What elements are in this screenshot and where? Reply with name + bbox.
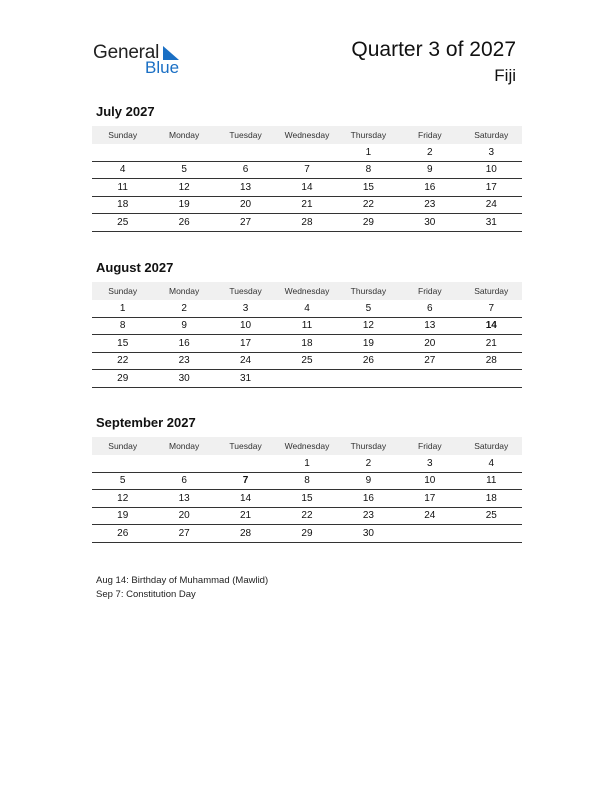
day-cell: 12 [338, 317, 399, 335]
empty-day-cell [153, 455, 214, 472]
day-cell: 25 [461, 507, 522, 525]
weekday-label: Monday [153, 437, 214, 455]
weekday-header-row [92, 126, 522, 144]
holiday-note: Aug 14: Birthday of Muhammad (Mawlid) [96, 575, 269, 586]
day-cell: 12 [92, 490, 153, 508]
day-cell: 18 [92, 196, 153, 214]
weekday-label: Saturday [461, 126, 522, 144]
day-cell: 1 [92, 300, 153, 317]
day-cell: 16 [338, 490, 399, 508]
week-row [92, 455, 522, 472]
calendar-table [92, 126, 522, 232]
day-cell: 30 [399, 214, 460, 232]
day-cell: 10 [461, 161, 522, 179]
logo-text-general: General [93, 42, 160, 63]
weekday-label: Sunday [92, 126, 153, 144]
day-cell: 3 [461, 144, 522, 161]
page-title: Quarter 3 of 2027 [351, 38, 516, 61]
holiday-notes [96, 574, 268, 602]
logo [93, 40, 193, 80]
day-cell: 14 [276, 179, 337, 197]
logo-text-blue: Blue [145, 58, 180, 77]
weekday-label: Friday [399, 126, 460, 144]
month-title: September 2027 [96, 415, 196, 430]
day-cell: 18 [276, 335, 337, 353]
week-row [92, 144, 522, 161]
weekday-header-row [92, 282, 522, 300]
week-row [92, 352, 522, 370]
calendar-table [92, 282, 522, 388]
weekday-label: Tuesday [215, 437, 276, 455]
weekday-label: Friday [399, 282, 460, 300]
week-row [92, 179, 522, 197]
weekday-label: Sunday [92, 282, 153, 300]
day-cell: 1 [338, 144, 399, 161]
empty-day-cell [399, 370, 460, 388]
weekday-label: Friday [399, 437, 460, 455]
day-cell: 28 [461, 352, 522, 370]
day-cell: 23 [338, 507, 399, 525]
day-cell: 11 [461, 472, 522, 490]
weekday-label: Thursday [338, 437, 399, 455]
day-cell: 20 [153, 507, 214, 525]
day-cell: 3 [399, 455, 460, 472]
week-row [92, 214, 522, 232]
month-title: July 2027 [96, 104, 155, 119]
day-cell: 19 [153, 196, 214, 214]
day-cell: 26 [92, 525, 153, 543]
day-cell: 29 [276, 525, 337, 543]
holiday-day-cell: 7 [215, 472, 276, 490]
day-cell: 21 [461, 335, 522, 353]
day-cell: 13 [215, 179, 276, 197]
week-row [92, 300, 522, 317]
empty-day-cell [153, 144, 214, 161]
month-calendar-august [92, 260, 522, 388]
weekday-label: Wednesday [276, 437, 337, 455]
calendar-table [92, 437, 522, 543]
day-cell: 22 [276, 507, 337, 525]
day-cell: 15 [92, 335, 153, 353]
day-cell: 8 [338, 161, 399, 179]
holiday-note: Sep 7: Constitution Day [96, 589, 196, 600]
day-cell: 10 [399, 472, 460, 490]
day-cell: 3 [215, 300, 276, 317]
weekday-label: Thursday [338, 282, 399, 300]
week-row [92, 161, 522, 179]
empty-day-cell [215, 455, 276, 472]
day-cell: 23 [399, 196, 460, 214]
day-cell: 4 [92, 161, 153, 179]
day-cell: 29 [338, 214, 399, 232]
day-cell: 15 [276, 490, 337, 508]
day-cell: 22 [338, 196, 399, 214]
day-cell: 26 [338, 352, 399, 370]
day-cell: 24 [461, 196, 522, 214]
day-cell: 4 [276, 300, 337, 317]
day-cell: 9 [399, 161, 460, 179]
day-cell: 23 [153, 352, 214, 370]
weekday-label: Sunday [92, 437, 153, 455]
day-cell: 25 [276, 352, 337, 370]
week-row [92, 335, 522, 353]
day-cell: 28 [276, 214, 337, 232]
day-cell: 24 [215, 352, 276, 370]
day-cell: 21 [215, 507, 276, 525]
weekday-label: Monday [153, 126, 214, 144]
week-row [92, 472, 522, 490]
week-row [92, 370, 522, 388]
day-cell: 31 [461, 214, 522, 232]
empty-day-cell [215, 144, 276, 161]
day-cell: 13 [153, 490, 214, 508]
month-calendar-september [92, 415, 522, 543]
day-cell: 6 [215, 161, 276, 179]
day-cell: 7 [461, 300, 522, 317]
day-cell: 2 [399, 144, 460, 161]
day-cell: 2 [338, 455, 399, 472]
weekday-label: Tuesday [215, 282, 276, 300]
day-cell: 20 [215, 196, 276, 214]
week-row [92, 317, 522, 335]
day-cell: 5 [92, 472, 153, 490]
day-cell: 8 [92, 317, 153, 335]
day-cell: 11 [92, 179, 153, 197]
day-cell: 27 [399, 352, 460, 370]
day-cell: 16 [153, 335, 214, 353]
day-cell: 17 [399, 490, 460, 508]
weekday-label: Saturday [461, 437, 522, 455]
day-cell: 31 [215, 370, 276, 388]
day-cell: 11 [276, 317, 337, 335]
day-cell: 1 [276, 455, 337, 472]
weekday-label: Wednesday [276, 126, 337, 144]
weekday-header-row [92, 437, 522, 455]
day-cell: 30 [338, 525, 399, 543]
empty-day-cell [92, 455, 153, 472]
weekday-label: Saturday [461, 282, 522, 300]
week-row [92, 196, 522, 214]
day-cell: 12 [153, 179, 214, 197]
week-row [92, 490, 522, 508]
country-name: Fiji [494, 66, 516, 85]
day-cell: 28 [215, 525, 276, 543]
day-cell: 17 [461, 179, 522, 197]
empty-day-cell [338, 370, 399, 388]
day-cell: 15 [338, 179, 399, 197]
month-title: August 2027 [96, 260, 174, 275]
day-cell: 16 [399, 179, 460, 197]
day-cell: 19 [338, 335, 399, 353]
week-row [92, 525, 522, 543]
weekday-label: Monday [153, 282, 214, 300]
day-cell: 27 [153, 525, 214, 543]
day-cell: 29 [92, 370, 153, 388]
day-cell: 7 [276, 161, 337, 179]
week-row [92, 507, 522, 525]
day-cell: 17 [215, 335, 276, 353]
day-cell: 20 [399, 335, 460, 353]
weekday-label: Wednesday [276, 282, 337, 300]
day-cell: 9 [338, 472, 399, 490]
day-cell: 14 [215, 490, 276, 508]
day-cell: 5 [338, 300, 399, 317]
empty-day-cell [276, 370, 337, 388]
day-cell: 26 [153, 214, 214, 232]
day-cell: 21 [276, 196, 337, 214]
day-cell: 25 [92, 214, 153, 232]
day-cell: 4 [461, 455, 522, 472]
empty-day-cell [276, 144, 337, 161]
empty-day-cell [92, 144, 153, 161]
weekday-label: Tuesday [215, 126, 276, 144]
day-cell: 27 [215, 214, 276, 232]
holiday-day-cell: 14 [461, 317, 522, 335]
month-calendar-july [92, 104, 522, 232]
empty-day-cell [399, 525, 460, 543]
empty-day-cell [461, 370, 522, 388]
day-cell: 13 [399, 317, 460, 335]
weekday-label: Thursday [338, 126, 399, 144]
day-cell: 2 [153, 300, 214, 317]
day-cell: 6 [153, 472, 214, 490]
day-cell: 22 [92, 352, 153, 370]
day-cell: 5 [153, 161, 214, 179]
day-cell: 8 [276, 472, 337, 490]
day-cell: 24 [399, 507, 460, 525]
day-cell: 18 [461, 490, 522, 508]
empty-day-cell [461, 525, 522, 543]
day-cell: 19 [92, 507, 153, 525]
day-cell: 30 [153, 370, 214, 388]
day-cell: 10 [215, 317, 276, 335]
day-cell: 6 [399, 300, 460, 317]
day-cell: 9 [153, 317, 214, 335]
